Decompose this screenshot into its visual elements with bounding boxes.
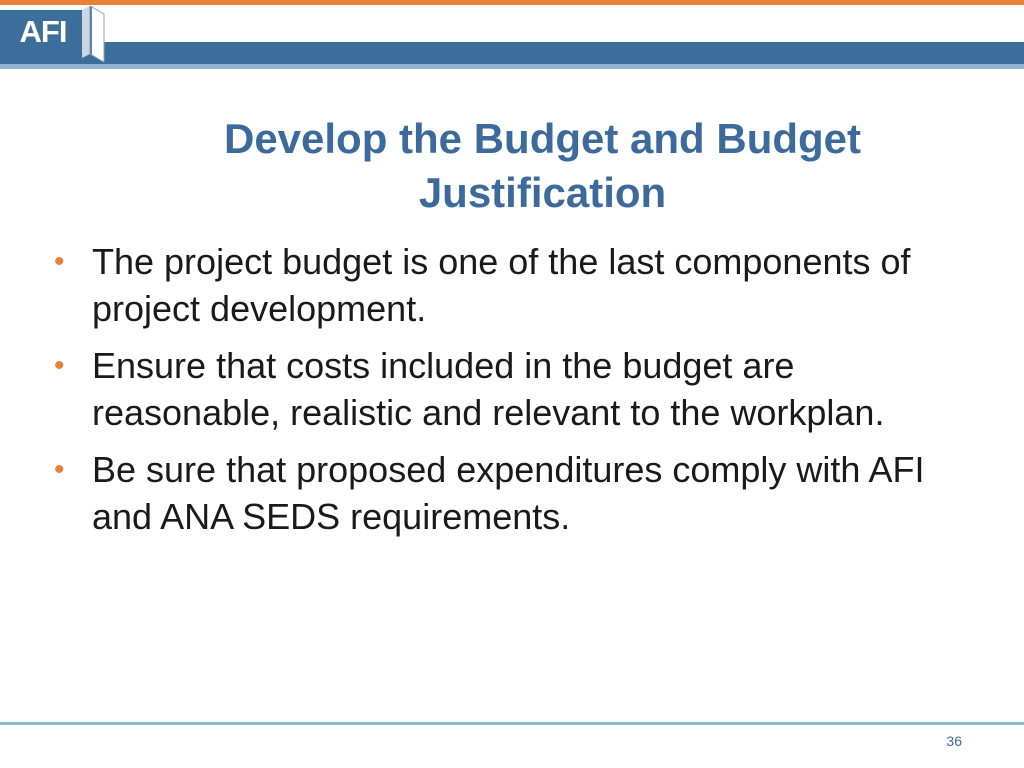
book-icon bbox=[80, 6, 108, 62]
header-white-band bbox=[0, 5, 1024, 42]
header-light-stripe bbox=[0, 64, 1024, 69]
header-blue-band bbox=[0, 42, 1024, 64]
bullet-item bbox=[52, 238, 992, 332]
bullet-dot-icon: • bbox=[54, 245, 65, 278]
slide-title: Develop the Budget and Budget Justification bbox=[223, 115, 861, 216]
bullet-item bbox=[52, 446, 992, 540]
footer-divider bbox=[0, 722, 1024, 725]
bullet-item bbox=[52, 342, 992, 436]
bullet-dot-icon: • bbox=[54, 453, 65, 486]
bullet-text: Be sure that proposed expenditures comply with AFI and ANA SEDS requirements. bbox=[92, 449, 925, 537]
afi-logo bbox=[0, 6, 108, 60]
bullet-list bbox=[52, 238, 992, 550]
logo-text: AFI bbox=[19, 14, 67, 49]
bullet-dot-icon: • bbox=[54, 349, 65, 382]
bullet-text: The project budget is one of the last components of project development. bbox=[92, 241, 911, 329]
bullet-text: Ensure that costs included in the budget are reasonable, realistic and relevant to the workplan. bbox=[92, 345, 885, 433]
page-number: 36 bbox=[946, 733, 962, 749]
